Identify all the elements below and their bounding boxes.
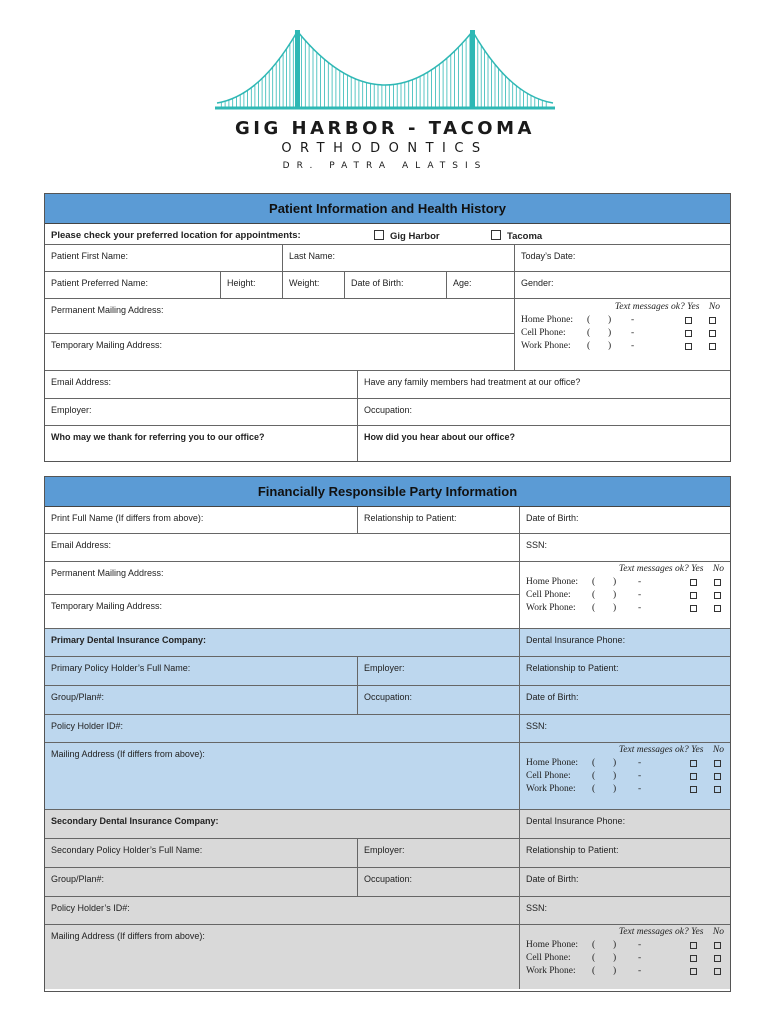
dob-field[interactable]: Date of Birth:	[345, 272, 447, 298]
primary-company-field[interactable]: Primary Dental Insurance Company:	[45, 629, 520, 656]
financial-section-title: Financially Responsible Party Information	[45, 477, 730, 507]
gender-field[interactable]: Gender:	[521, 278, 554, 288]
fin-relationship-field[interactable]: Relationship to Patient:	[358, 507, 520, 533]
primary-id-field[interactable]: Policy Holder ID#:	[45, 715, 520, 742]
brand-subtitle: ORTHODONTICS	[281, 141, 489, 156]
fin-ssn-field[interactable]: SSN:	[526, 540, 548, 550]
secondary-home-phone-line[interactable]: Home Phone: ( ) -	[526, 939, 724, 952]
primary-phone-field[interactable]: Dental Insurance Phone:	[526, 635, 626, 645]
preferred-name-row	[45, 272, 730, 299]
bridge-logo-icon	[215, 28, 555, 110]
secondary-group-row	[45, 868, 730, 897]
weight-field[interactable]: Weight:	[283, 272, 345, 298]
tacoma-label: Tacoma	[507, 231, 543, 242]
email-field[interactable]: Email Address:	[45, 371, 358, 398]
email-row	[45, 371, 730, 399]
fin-phones: Text messages ok? Yes No Home Phone: ( ) - Cell Phone: ( ) - Work Phone: ( ) -	[526, 564, 724, 613]
secondary-phones: Text messages ok? Yes No Home Phone: ( ) - Cell Phone: ( ) - Work Phone: ( ) -	[526, 927, 724, 976]
secondary-holder-row	[45, 839, 730, 868]
secondary-group-field[interactable]: Group/Plan#:	[45, 868, 358, 896]
secondary-dob-field[interactable]: Date of Birth:	[526, 874, 579, 884]
employer-field[interactable]: Employer:	[45, 399, 358, 425]
hear-about-field[interactable]: How did you hear about our office?	[364, 432, 516, 442]
patient-section-title: Patient Information and Health History	[45, 194, 730, 224]
primary-group-row	[45, 686, 730, 715]
occupation-field[interactable]: Occupation:	[364, 405, 413, 415]
financial-section	[44, 476, 731, 992]
fin-dob-field[interactable]: Date of Birth:	[526, 513, 579, 523]
gig-harbor-checkbox[interactable]	[374, 230, 384, 240]
secondary-cell-phone-line[interactable]: Cell Phone: ( ) -	[526, 952, 724, 965]
last-name-field[interactable]: Last Name:	[283, 245, 515, 271]
age-field[interactable]: Age:	[447, 272, 515, 298]
primary-holder-field[interactable]: Primary Policy Holder’s Full Name:	[45, 657, 358, 685]
primary-relationship-field[interactable]: Relationship to Patient:	[526, 663, 619, 673]
fin-email-row	[45, 534, 730, 562]
primary-occupation-field[interactable]: Occupation:	[358, 686, 520, 714]
secondary-relationship-field[interactable]: Relationship to Patient:	[526, 845, 619, 855]
todays-date-field[interactable]: Today’s Date:	[521, 251, 576, 261]
referral-row	[45, 426, 730, 461]
secondary-address-row	[45, 925, 730, 989]
work-phone-line[interactable]: Work Phone: ( ) -	[521, 340, 720, 353]
fin-name-row	[45, 507, 730, 534]
family-treatment-field[interactable]: Have any family members had treatment at our office?	[364, 377, 581, 387]
home-phone-line[interactable]: Home Phone: ( ) -	[521, 314, 720, 327]
practice-logo	[0, 0, 770, 185]
fin-email-field[interactable]: Email Address:	[45, 534, 520, 561]
first-name-field[interactable]: Patient First Name:	[45, 245, 283, 271]
fin-home-phone-line[interactable]: Home Phone: ( ) -	[526, 576, 724, 589]
secondary-id-field[interactable]: Policy Holder’s ID#:	[45, 897, 520, 924]
primary-group-field[interactable]: Group/Plan#:	[45, 686, 358, 714]
temp-address-field[interactable]: Temporary Mailing Address:	[45, 334, 515, 370]
preferred-name-field[interactable]: Patient Preferred Name:	[45, 272, 221, 298]
primary-address-row	[45, 743, 730, 810]
employer-row	[45, 399, 730, 426]
secondary-phone-field[interactable]: Dental Insurance Phone:	[526, 816, 626, 826]
fin-perm-address-field[interactable]: Permanent Mailing Address:	[45, 562, 520, 595]
primary-work-phone-line[interactable]: Work Phone: ( ) -	[526, 783, 724, 796]
primary-employer-field[interactable]: Employer:	[358, 657, 520, 685]
fin-work-phone-line[interactable]: Work Phone: ( ) -	[526, 602, 724, 615]
name-row	[45, 245, 730, 272]
fin-temp-address-field[interactable]: Temporary Mailing Address:	[45, 595, 520, 628]
secondary-id-row	[45, 897, 730, 925]
secondary-ssn-field[interactable]: SSN:	[526, 903, 548, 913]
address-row	[45, 299, 730, 371]
gig-harbor-label: Gig Harbor	[390, 231, 440, 242]
primary-ssn-field[interactable]: SSN:	[526, 721, 548, 731]
patient-info-section	[44, 193, 731, 462]
fin-full-name-field[interactable]: Print Full Name (If differs from above):	[45, 507, 358, 533]
primary-holder-row	[45, 657, 730, 686]
primary-cell-phone-line[interactable]: Cell Phone: ( ) -	[526, 770, 724, 783]
secondary-employer-field[interactable]: Employer:	[358, 839, 520, 867]
location-question: Please check your preferred location for appointments:	[51, 230, 301, 241]
secondary-company-row	[45, 810, 730, 839]
fin-cell-phone-line[interactable]: Cell Phone: ( ) -	[526, 589, 724, 602]
secondary-holder-field[interactable]: Secondary Policy Holder’s Full Name:	[45, 839, 358, 867]
referral-field[interactable]: Who may we thank for referring you to our office?	[45, 426, 358, 461]
primary-id-row	[45, 715, 730, 743]
fin-address-row	[45, 562, 730, 629]
primary-company-row	[45, 629, 730, 657]
primary-address-field[interactable]: Mailing Address (If differs from above):	[45, 743, 520, 809]
secondary-address-field[interactable]: Mailing Address (If differs from above):	[45, 925, 520, 989]
height-field[interactable]: Height:	[221, 272, 283, 298]
cell-phone-line[interactable]: Cell Phone: ( ) -	[521, 327, 720, 340]
secondary-work-phone-line[interactable]: Work Phone: ( ) -	[526, 965, 724, 978]
primary-home-phone-line[interactable]: Home Phone: ( ) -	[526, 757, 724, 770]
tacoma-checkbox[interactable]	[491, 230, 501, 240]
location-row	[45, 224, 730, 245]
secondary-company-field[interactable]: Secondary Dental Insurance Company:	[45, 810, 520, 838]
perm-address-field[interactable]: Permanent Mailing Address:	[45, 299, 515, 334]
brand-doctor: DR. PATRA ALATSIS	[282, 161, 488, 171]
secondary-occupation-field[interactable]: Occupation:	[358, 868, 520, 896]
primary-phones: Text messages ok? Yes No Home Phone: ( ) - Cell Phone: ( ) - Work Phone: ( ) -	[526, 745, 724, 794]
primary-dob-field[interactable]: Date of Birth:	[526, 692, 579, 702]
patient-phones: Text messages ok? Yes No Home Phone: ( ) - Cell Phone: ( ) - Work Phone: ( ) -	[521, 302, 720, 351]
brand-name: GIG HARBOR - TACOMA	[235, 118, 535, 139]
